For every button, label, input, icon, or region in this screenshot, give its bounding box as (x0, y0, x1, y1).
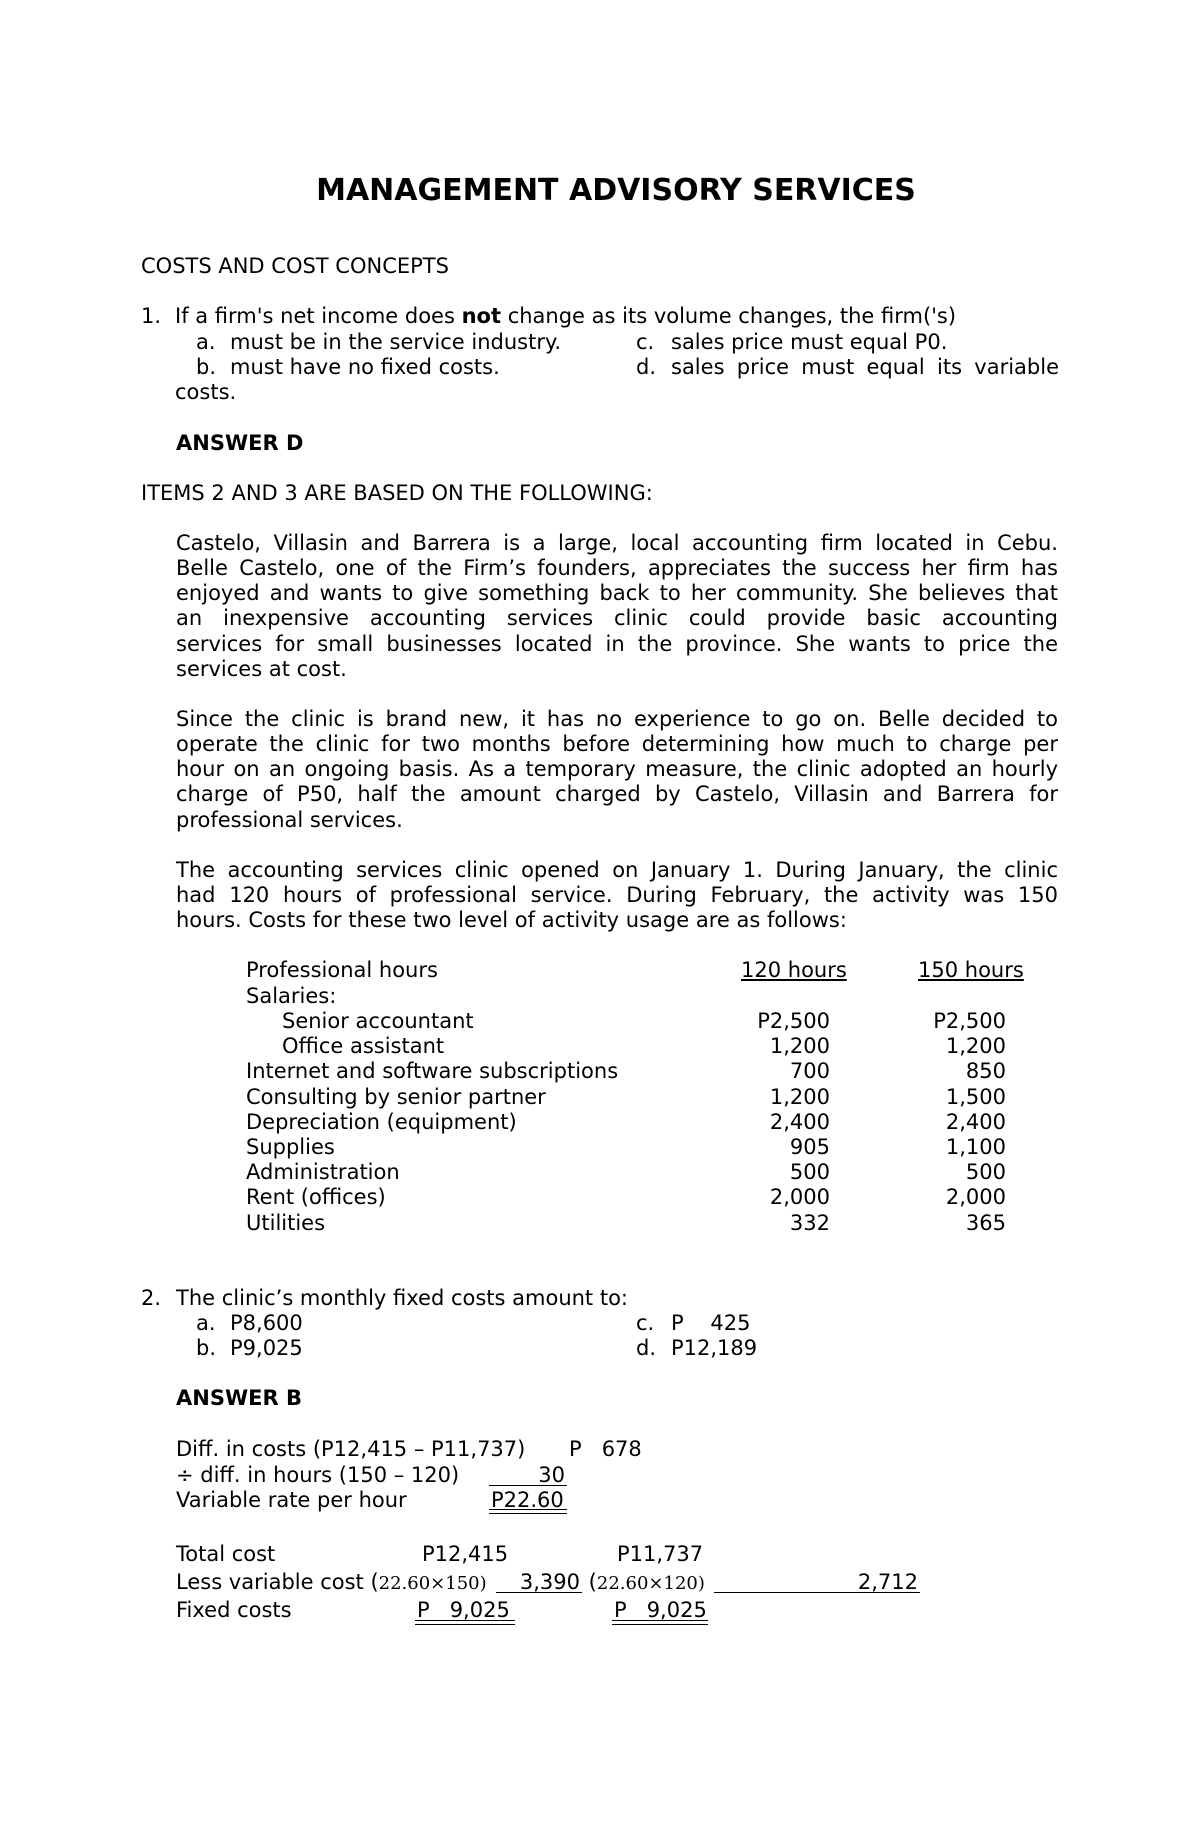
solution-less-variable-value-1: 3,390 (519, 1570, 580, 1594)
solution-diff-hours-label: ÷ diff. in hours (150 – 120) (176, 1463, 460, 1487)
solution-fixed-costs-150: P 9,025 (614, 1598, 707, 1622)
table-col-120-hours: 120 hours (741, 958, 847, 982)
table-row-value-150: 2,400 (945, 1110, 1006, 1134)
solution-variable-rate-value: P22.60 (491, 1488, 564, 1512)
q2-answer: ANSWER B (176, 1386, 302, 1410)
q1-option-b: must have no fixed costs. (230, 355, 500, 379)
paragraph-3-line: hours. Costs for these two level of activity usage are as follows: (176, 908, 847, 932)
q2-option-a-letter: a. (196, 1311, 216, 1335)
q2-option-b-letter: b. (196, 1336, 217, 1360)
q2-option-d-letter: d. (636, 1336, 657, 1360)
solution-fixed-costs-underline-2b (612, 1624, 708, 1625)
solution-total-cost-120: P12,415 (422, 1542, 509, 1566)
q2-option-c-letter: c. (636, 1311, 655, 1335)
q1-option-b-letter: b. (196, 355, 217, 379)
table-row-value-120: P2,500 (757, 1009, 830, 1033)
solution-variable-rate-underline-2 (489, 1513, 567, 1514)
q1-option-c: sales price must equal P0. (671, 330, 948, 354)
q2-stem: The clinic’s monthly fixed costs amount to: (176, 1286, 629, 1310)
solution-variable-rate-label: Variable rate per hour (176, 1488, 407, 1512)
table-row-label: Supplies (246, 1135, 335, 1159)
paragraph-2-line: Since the clinic is brand new, it has no experience to go on. Belle decided to (176, 707, 1058, 731)
solution-diff-costs-label: Diff. in costs (P12,415 – P11,737) (176, 1437, 526, 1461)
table-row-value-120: 1,200 (769, 1085, 830, 1109)
table-row-value-120: 700 (789, 1059, 830, 1083)
paragraph-1-line: an inexpensive accounting services clinic could provide basic accounting (176, 606, 1058, 630)
paragraph-2-line: professional services. (176, 808, 403, 832)
table-row-label: Consulting by senior partner (246, 1085, 546, 1109)
solution-less-variable-formula-2: (22.60×120) (582, 1570, 705, 1594)
solution-fixed-costs-underline-1b (415, 1624, 515, 1625)
solution-less-variable-cost: Less variable cost (22.60×150) (176, 1570, 487, 1594)
paragraph-2-line: hour on an ongoing basis. As a temporary measure, the clinic adopted an hourly (176, 757, 1058, 781)
solution-diff-hours-value: 30 (538, 1463, 565, 1487)
table-row-value-150: 1,500 (945, 1085, 1006, 1109)
solution-fixed-costs-120: P 9,025 (417, 1598, 510, 1622)
paragraph-1-line: Belle Castelo, one of the Firm’s founders, appreciates the success her firm has (176, 556, 1058, 580)
solution-fixed-costs-label: Fixed costs (176, 1598, 292, 1622)
solution-total-cost-label: Total cost (176, 1542, 276, 1566)
table-row-value-120: 2,000 (769, 1185, 830, 1209)
paragraph-1-line: enjoyed and wants to give something back to her community. She believes that (176, 581, 1058, 605)
section-heading: COSTS AND COST CONCEPTS (141, 254, 449, 278)
paragraph-2-line: operate the clinic for two months before determining how much to charge per (176, 732, 1058, 756)
table-row-value-120: 905 (789, 1135, 830, 1159)
table-row-value-150: 500 (965, 1160, 1006, 1184)
page-title: MANAGEMENT ADVISORY SERVICES (316, 173, 916, 208)
table-col-150-hours: 150 hours (918, 958, 1024, 982)
table-row-value-150: 2,000 (945, 1185, 1006, 1209)
q1-option-a: must be in the service industry. (230, 330, 562, 354)
table-row-value-150: 1,200 (945, 1034, 1006, 1058)
solution-variable-rate-underline-1 (489, 1509, 567, 1510)
paragraph-2-line: charge of P50, half the amount charged by Castelo, Villasin and Barrera for (176, 782, 1058, 806)
solution-total-cost-150: P11,737 (617, 1542, 704, 1566)
paragraph-1-line: Castelo, Villasin and Barrera is a large, local accounting firm located in Cebu. (176, 531, 1058, 555)
table-row-value-150: 1,100 (945, 1135, 1006, 1159)
table-row-value-150: 365 (965, 1211, 1006, 1235)
q1-option-d-continued: costs. (175, 380, 237, 404)
q2-option-c: P 425 (671, 1311, 751, 1335)
q2-option-d: P12,189 (671, 1336, 758, 1360)
table-row-label: Office assistant (282, 1034, 445, 1058)
table-row-label: Rent (offices) (246, 1185, 386, 1209)
q1-stem: If a firm's net income does not change as its volume changes, the firm('s) (175, 304, 957, 328)
table-row-value-150: 850 (965, 1059, 1006, 1083)
table-row-value-120: 500 (789, 1160, 830, 1184)
solution-diff-costs-value: P 678 (569, 1437, 642, 1461)
paragraph-3-line: The accounting services clinic opened on January 1. During January, the clinic (176, 858, 1058, 882)
q1-number: 1. (141, 304, 162, 328)
q1-option-d-letter: d. (636, 355, 657, 379)
q2-option-b: P9,025 (230, 1336, 303, 1360)
table-row-label: Administration (246, 1160, 400, 1184)
q1-option-c-letter: c. (636, 330, 655, 354)
table-row-label: Depreciation (equipment) (246, 1110, 517, 1134)
q1-answer: ANSWER D (176, 431, 304, 455)
items-header: ITEMS 2 AND 3 ARE BASED ON THE FOLLOWING: (141, 481, 653, 505)
q1-option-d: sales price must equal its variable (671, 355, 1059, 379)
table-row-value-150: P2,500 (933, 1009, 1006, 1033)
table-row-label: Senior accountant (282, 1009, 474, 1033)
q2-number: 2. (141, 1286, 162, 1310)
q2-option-a: P8,600 (230, 1311, 303, 1335)
table-header-label: Professional hours (246, 958, 438, 982)
paragraph-1-line: services at cost. (176, 657, 347, 681)
table-row-label: Utilities (246, 1211, 326, 1235)
solution-fixed-costs-underline-1a (415, 1620, 515, 1621)
solution-diff-hours-underline (489, 1485, 567, 1486)
table-salaries-label: Salaries: (246, 984, 337, 1008)
table-row-value-120: 332 (789, 1211, 830, 1235)
paragraph-1-line: services for small businesses located in the province. She wants to price the (176, 632, 1058, 656)
table-row-value-120: 2,400 (769, 1110, 830, 1134)
solution-less-variable-value-2: 2,712 (857, 1570, 918, 1594)
q1-option-a-letter: a. (196, 330, 216, 354)
solution-fixed-costs-underline-2a (612, 1620, 708, 1621)
solution-less-variable-underline-1 (496, 1592, 582, 1593)
paragraph-3-line: had 120 hours of professional service. During February, the activity was 150 (176, 883, 1058, 907)
table-row-label: Internet and software subscriptions (246, 1059, 619, 1083)
table-row-value-120: 1,200 (769, 1034, 830, 1058)
